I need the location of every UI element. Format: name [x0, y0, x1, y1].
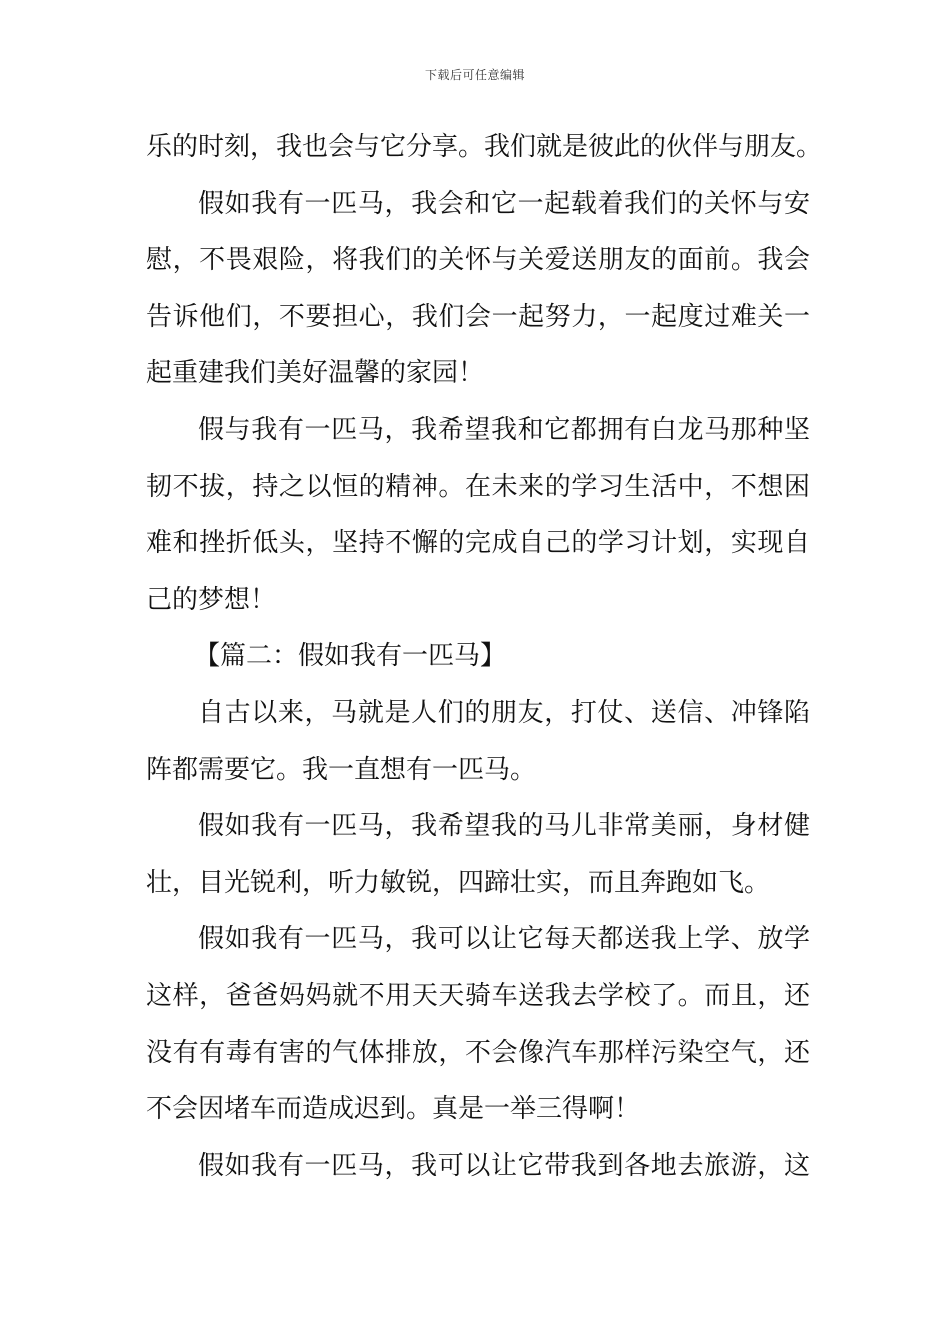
text-line: 自古以来，马就是人们的朋友，打仗、送信、冲锋陷: [198, 697, 810, 728]
header-note: 下载后可任意编辑: [424, 68, 525, 82]
section-heading: 【篇二：假如我有一匹马】: [194, 641, 507, 672]
text-line: 这样，爸爸妈妈就不用天天骑车送我去学校了。而且，还: [146, 980, 810, 1011]
text-line: 起重建我们美好温馨的家园！: [146, 358, 485, 389]
text-line: 壮，目光锐利，听力敏锐，四蹄壮实，而且奔跑如飞。: [146, 867, 771, 898]
text-line: 假与我有一匹马，我希望我和它都拥有白龙马那种坚: [198, 414, 810, 445]
text-line: 不会因堵车而造成迟到。真是一举三得啊！: [146, 1094, 641, 1125]
text-line: 没有有毒有害的气体排放，不会像汽车那样污染空气，还: [146, 1037, 810, 1068]
text-line: 慰，不畏艰险，将我们的关怀与关爱送朋友的面前。我会: [146, 245, 810, 276]
text-line: 假如我有一匹马，我希望我的马儿非常美丽，身材健: [198, 811, 810, 842]
document-body: [146, 119, 823, 1194]
text-line: 韧不拔，持之以恒的精神。在未来的学习生活中，不想困: [146, 471, 810, 502]
text-line: 假如我有一匹马，我会和它一起载着我们的关怀与安: [198, 188, 810, 219]
text-line: 告诉他们，不要担心，我们会一起努力，一起度过难关一: [146, 301, 810, 332]
text-line: 乐的时刻，我也会与它分享。我们就是彼此的伙伴与朋友。: [146, 132, 823, 162]
text-line: 难和挫折低头，坚持不懈的完成自己的学习计划，实现自: [146, 528, 810, 559]
text-line: 己的梦想！: [146, 584, 277, 615]
text-line: 假如我有一匹马，我可以让它每天都送我上学、放学: [198, 924, 810, 955]
text-line: 阵都需要它。我一直想有一匹马。: [146, 754, 537, 785]
text-line: 假如我有一匹马，我可以让它带我到各地去旅游，这: [198, 1150, 810, 1181]
